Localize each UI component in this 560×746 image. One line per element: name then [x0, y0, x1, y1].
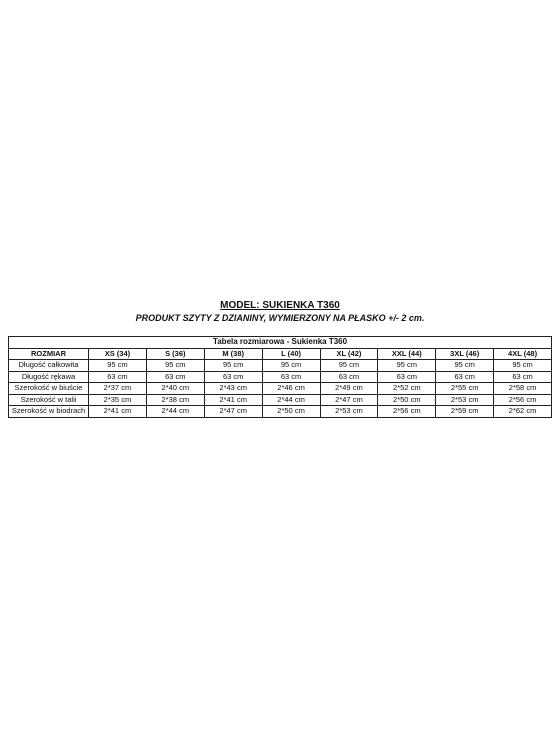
- measurement-value: 2*41 cm: [204, 394, 262, 406]
- measurement-value: 63 cm: [89, 371, 147, 383]
- measurement-label: Długość rękawa: [9, 371, 89, 383]
- measurement-value: 95 cm: [494, 360, 552, 372]
- model-subtitle: PRODUKT SZYTY Z DZIANINY, WYMIERZONY NA PŁASKO +/- 2 cm.: [135, 313, 425, 323]
- measurement-value: 2*58 cm: [494, 383, 552, 395]
- measurement-value: 2*50 cm: [378, 394, 436, 406]
- measurement-value: 2*53 cm: [436, 394, 494, 406]
- model-title: MODEL: SUKIENKA T360: [220, 300, 340, 311]
- measurement-value: 2*53 cm: [320, 406, 378, 418]
- measurement-value: 2*44 cm: [146, 406, 204, 418]
- table-row: [9, 394, 552, 406]
- measurement-value: 2*46 cm: [262, 383, 320, 395]
- measurement-value: 63 cm: [262, 371, 320, 383]
- measurement-value: 63 cm: [320, 371, 378, 383]
- measurement-value: 2*40 cm: [146, 383, 204, 395]
- table-row: [9, 383, 552, 395]
- measurement-value: 2*43 cm: [204, 383, 262, 395]
- measurement-value: 2*47 cm: [204, 406, 262, 418]
- measurement-value: 2*62 cm: [494, 406, 552, 418]
- measurement-value: 63 cm: [204, 371, 262, 383]
- table-row: [9, 371, 552, 383]
- measurement-value: 2*37 cm: [89, 383, 147, 395]
- measurement-value: 95 cm: [436, 360, 494, 372]
- measurement-value: 2*56 cm: [378, 406, 436, 418]
- measurement-value: 95 cm: [320, 360, 378, 372]
- header-size-label: ROZMIAR: [9, 348, 89, 360]
- measurement-value: 63 cm: [494, 371, 552, 383]
- measurement-value: 63 cm: [436, 371, 494, 383]
- header-size-column: XL (42): [320, 348, 378, 360]
- measurement-value: 2*44 cm: [262, 394, 320, 406]
- header-size-column: 3XL (46): [436, 348, 494, 360]
- measurement-value: 2*49 cm: [320, 383, 378, 395]
- measurement-label: Szerokość w biodrach: [9, 406, 89, 418]
- table-caption: Tabela rozmiarowa - Sukienka T360: [9, 337, 552, 349]
- measurement-value: 95 cm: [204, 360, 262, 372]
- measurement-value: 2*47 cm: [320, 394, 378, 406]
- measurement-value: 2*35 cm: [89, 394, 147, 406]
- measurement-value: 2*59 cm: [436, 406, 494, 418]
- header-size-column: L (40): [262, 348, 320, 360]
- table-row: [9, 406, 552, 418]
- measurement-value: 2*41 cm: [89, 406, 147, 418]
- measurement-value: 95 cm: [146, 360, 204, 372]
- measurement-value: 95 cm: [89, 360, 147, 372]
- measurement-value: 2*50 cm: [262, 406, 320, 418]
- measurement-value: 2*52 cm: [378, 383, 436, 395]
- measurement-value: 95 cm: [262, 360, 320, 372]
- measurement-value: 2*55 cm: [436, 383, 494, 395]
- measurement-value: 95 cm: [378, 360, 436, 372]
- header-size-column: S (36): [146, 348, 204, 360]
- measurement-value: 63 cm: [146, 371, 204, 383]
- table-header-row: [9, 348, 552, 360]
- measurement-label: Długość całkowita: [9, 360, 89, 372]
- header-size-column: XS (34): [89, 348, 147, 360]
- measurement-value: 2*56 cm: [494, 394, 552, 406]
- header-size-column: XXL (44): [378, 348, 436, 360]
- header-size-column: 4XL (48): [494, 348, 552, 360]
- measurement-value: 63 cm: [378, 371, 436, 383]
- size-table: [8, 336, 552, 418]
- measurement-value: 2*38 cm: [146, 394, 204, 406]
- measurement-label: Szerokość w biuście: [9, 383, 89, 395]
- header-size-column: M (38): [204, 348, 262, 360]
- table-row: [9, 360, 552, 372]
- measurement-label: Szerokość w talii: [9, 394, 89, 406]
